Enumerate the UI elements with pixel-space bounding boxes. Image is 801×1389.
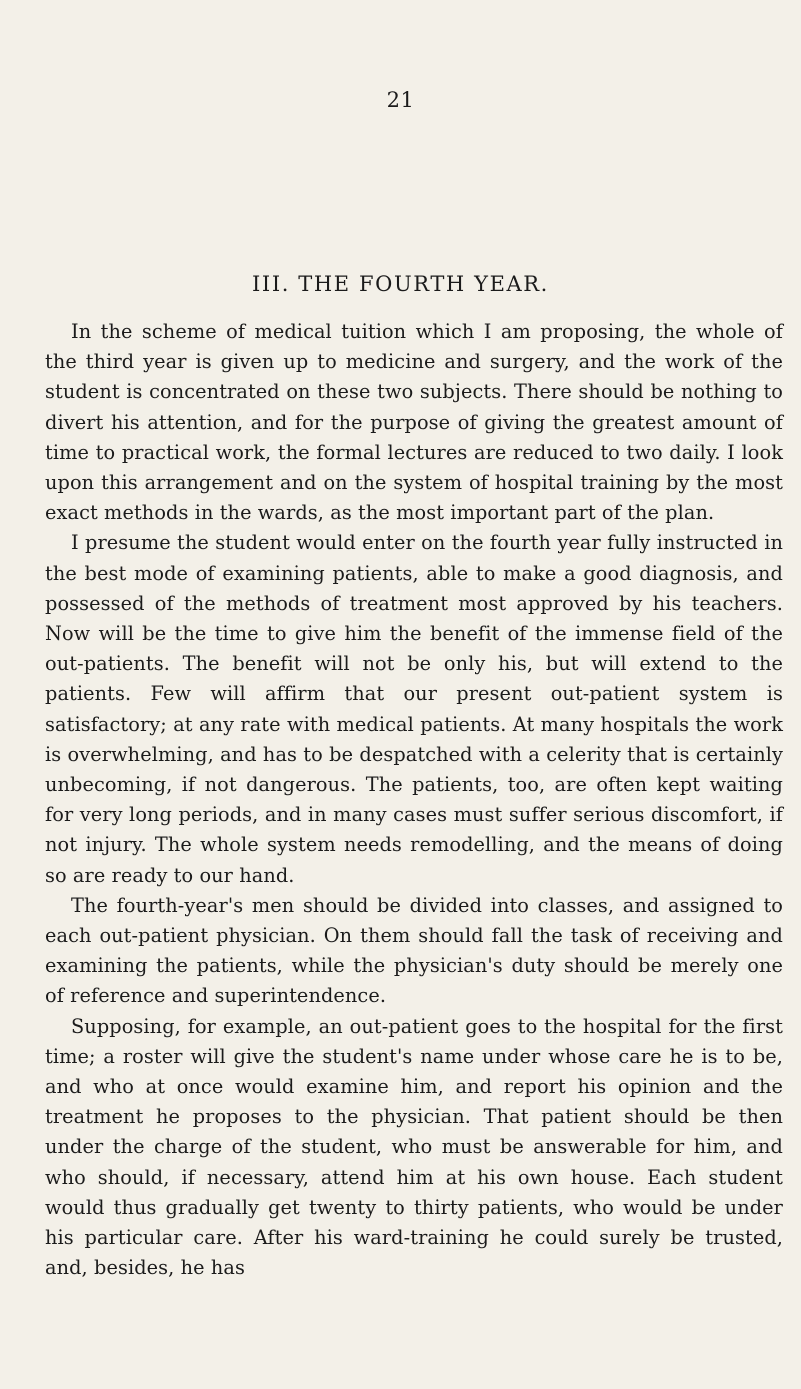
paragraph-fourth-year-outpatients: I presume the student would enter on the fourth year fully instructed in the best mode of examining patients, able to make a good diagnosis, and possessed of the methods of treatment most approved by his teachers. Now will be the time to give him the benefit of the immense field of the out-patients. The benefit will not be only his, but will extend to the patients. Few will affirm that our present out-patient system is satisfactory; at any rate with medical patients. At many hospitals the work is overwhelming, and has to be despatched with a celerity that is certainly unbecoming, if not dangerous. The patients, too, are often kept waiting for very long periods, and in many cases must suffer serious discomfort, if not injury. The whole system needs remodelling, and the means of doing so are ready to our hand. xyxy=(45,531,783,887)
paragraph-classes: The fourth-year's men should be divided into classes, and assigned to each out-patient physician. On them should fall the task of receiving and examining the patients, while the physician's duty should be merely one of reference and superintendence. xyxy=(45,893,783,1008)
paragraph-third-year: In the scheme of medical tuition which I am proposing, the whole of the third year is given up to medicine and surgery, and the work of the student is concentrated on these two subjects. There should be nothing to divert his attention, and for the purpose of giving the greatest amount of time to practical work, the formal lectures are reduced to two daily. I look upon this arrangement and on the system of hospital training by the most exact methods in the wards, as the most important part of the plan. xyxy=(45,320,783,525)
section-heading: III. THE FOURTH YEAR. xyxy=(252,272,549,296)
page-number: 21 xyxy=(386,88,415,112)
paragraph-example: Supposing, for example, an out-patient goes to the hospital for the first time; a roster will give the student's name under whose care he is to be, and who at once would examine him, and report his opinion and the treatment he proposes to the physician. That patient should be then under the charge of the student, who must be answerable for him, and who should, if necessary, attend him at his own house. Each student would thus gradually get twenty to thirty patients, who would be under his particular care. After his ward-training he could surely be trusted, and, besides, he has xyxy=(45,1014,783,1280)
body-text xyxy=(45,317,783,1284)
